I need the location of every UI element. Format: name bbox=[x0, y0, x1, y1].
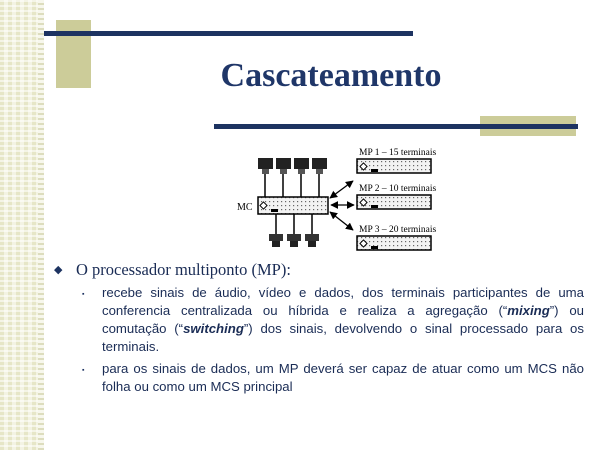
square-bullet-icon: ▪ bbox=[82, 366, 85, 374]
text-segment: recebe sinais de áudio, vídeo e dados, dos terminais participantes de uma conferencia centralizada ou híbrida e realiza a agregação (“ bbox=[102, 285, 584, 318]
terminal-icon bbox=[305, 214, 319, 247]
mp-box-icon bbox=[357, 195, 431, 209]
bullet-text: O processador multiponto (MP): bbox=[76, 260, 291, 279]
connector-arrow bbox=[330, 212, 353, 230]
page-title: Cascateamento bbox=[220, 57, 442, 94]
diamond-bullet-icon: ◆ bbox=[54, 264, 63, 276]
slide-content bbox=[54, 260, 584, 400]
terminal-icon bbox=[287, 214, 301, 247]
connector-arrow bbox=[330, 181, 353, 198]
sub-bullet-list bbox=[82, 284, 584, 396]
text-segment: ”) dos sinais, devolvendo o sinal processado para os terminais. bbox=[102, 321, 584, 354]
sub-bullet-text bbox=[102, 284, 584, 356]
sub-bullet-item bbox=[82, 284, 584, 356]
mp-label: MP 3 – 20 terminais bbox=[359, 225, 437, 235]
mc-label: MC bbox=[237, 202, 253, 213]
terminal-icon bbox=[269, 214, 283, 247]
mc-box-icon bbox=[258, 197, 328, 214]
terminal-icon bbox=[312, 158, 327, 197]
mp-box-icon bbox=[357, 236, 431, 250]
bullet-item bbox=[54, 260, 584, 280]
sub-bullet-text: para os sinais de dados, um MP deverá ser capaz de atuar como um MCS não folha ou como um MCS principal bbox=[102, 361, 584, 394]
square-bullet-icon: ▪ bbox=[82, 290, 85, 298]
sub-bullet-item bbox=[82, 360, 584, 396]
terminal-icon bbox=[294, 158, 309, 197]
mp-box-icon bbox=[357, 159, 431, 173]
text-segment: ”) ou comutação (“ bbox=[102, 303, 584, 336]
emphasis-text: mixing bbox=[507, 303, 550, 318]
terminal-icon bbox=[258, 158, 273, 197]
terminal-icon bbox=[276, 158, 291, 197]
mp-label: MP 2 – 10 terminais bbox=[359, 184, 437, 194]
emphasis-text: switching bbox=[183, 321, 244, 336]
mp-label: MP 1 – 15 terminais bbox=[359, 148, 437, 158]
